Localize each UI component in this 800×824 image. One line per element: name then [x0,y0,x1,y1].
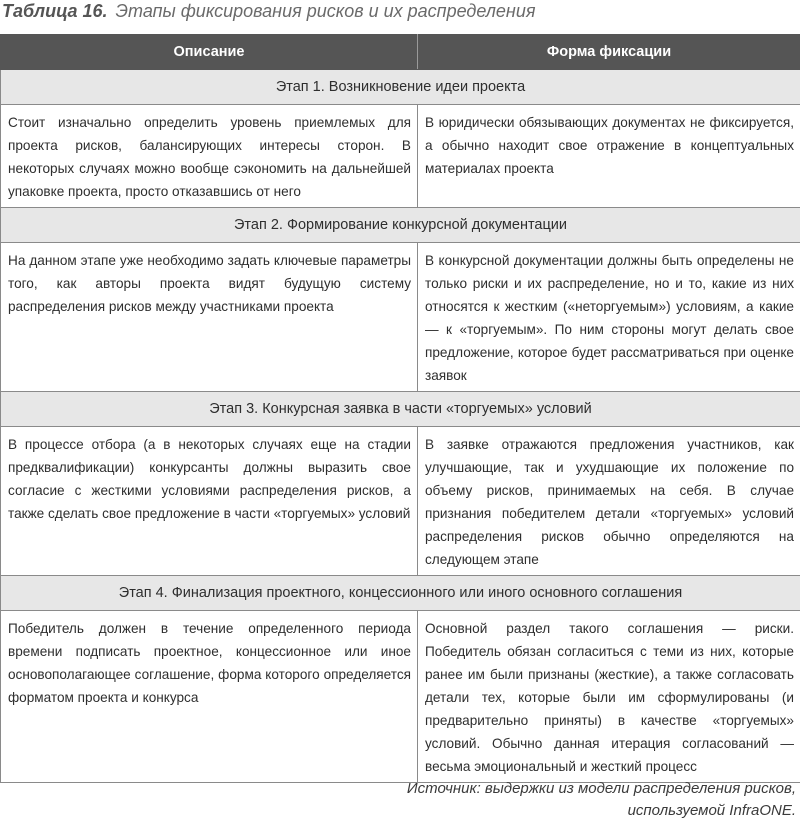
stage-title: Этап 4. Финализация проектного, концессионного или иного основного соглашения [1,576,800,611]
table-row [1,611,800,783]
source-note [296,778,796,822]
description-cell: В процессе отбора (а в некоторых случаях еще на стадии предквалификации) конкурсанты должны выразить свое согласие с жесткими условиями распределения рисков, а также сделать свое предложение в части «торгуемых» условий [1,427,418,576]
fixation-cell: Основной раздел такого соглашения — риски. Победитель обязан согласиться с теми из них, которые ранее им были признаны (жесткие), а также согласовать детали тех, которые были им сформулированы (и предварительно приняты) в качестве «торгуемых» условий. Обычно данная итерация согласований — весьма эмоциональный и жесткий процесс [418,611,800,783]
fixation-cell: В заявке отражаются предложения участников, как улучшающие, так и ухудшающие их положение по объему рисков, принимаемых на себя. В случае признания победителем детали «торгуемых» условий распределения рисков обычно определяются на следующем этапе [418,427,800,576]
stage-title: Этап 1. Возникновение идеи проекта [1,70,800,105]
source-line-2: используемой InfraONE. [627,802,796,819]
column-header-fixation: Форма фиксации [418,35,800,70]
description-cell: На данном этапе уже необходимо задать ключевые параметры того, как авторы проекта видят будущую систему распределения рисков между участниками проекта [1,243,418,392]
stage-row-3 [1,392,800,427]
table-row [1,243,800,392]
description-cell: Победитель должен в течение определенного периода времени подписать проектное, концессионное или иное основополагающее соглашение, форма которого определяется форматом проекта и конкурса [1,611,418,783]
source-line-1: Источник: выдержки из модели распределения рисков, [406,780,796,797]
table-caption [2,0,535,26]
risk-stages-table [0,34,800,783]
table-row [1,105,800,208]
table-row [1,427,800,576]
table-header-row [1,35,800,70]
fixation-cell: В конкурсной документации должны быть определены не только риски и их распределение, но и то, какие из них относятся к жестким («неторгуемым») условиям, а какие — к «торгуемым». По ним стороны могут делать свое предложение, которое будет рассматриваться при оценке заявок [418,243,800,392]
stage-title: Этап 2. Формирование конкурсной документации [1,208,800,243]
fixation-cell: В юридически обязывающих документах не фиксируется, а обычно находит свое отражение в концептуальных материалах проекта [418,105,800,208]
stage-row-2 [1,208,800,243]
stage-row-1 [1,70,800,105]
table-number: Таблица 16. [2,1,108,21]
stage-row-4 [1,576,800,611]
column-header-description: Описание [1,35,418,70]
stage-title: Этап 3. Конкурсная заявка в части «торгуемых» условий [1,392,800,427]
table-title: Этапы фиксирования рисков и их распределения [115,1,536,21]
description-cell: Стоит изначально определить уровень приемлемых для проекта рисков, балансирующих интересы сторон. В некоторых случаях можно вообще сэкономить на дальнейшей упаковке проекта, просто отказавшись от него [1,105,418,208]
